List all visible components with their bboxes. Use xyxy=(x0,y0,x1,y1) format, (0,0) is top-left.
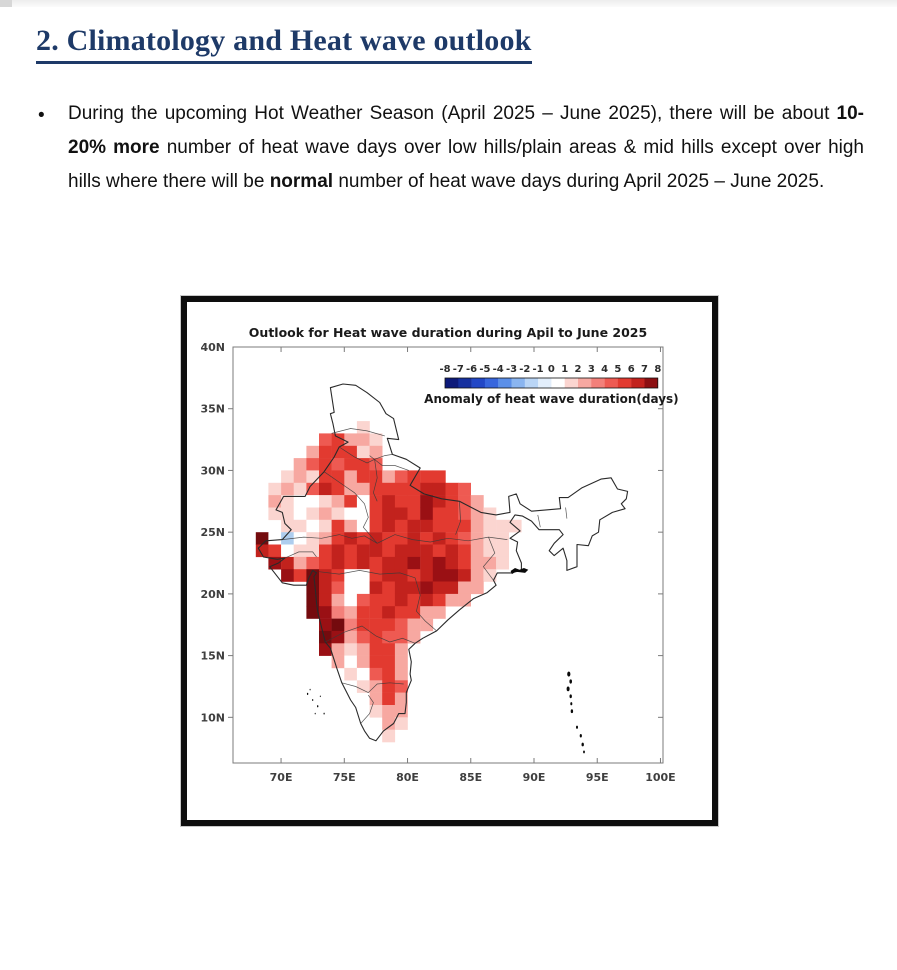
bullet-bold-1: 10-20% more xyxy=(68,103,864,158)
y-tick-label: 35N xyxy=(200,402,225,416)
y-tick-label: 15N xyxy=(200,649,225,663)
y-tick-label: 30N xyxy=(200,464,225,478)
y-tick-label: 40N xyxy=(200,341,225,354)
colorbar-tick-label: 2 xyxy=(574,364,582,375)
anomaly-grid-cells xyxy=(256,421,522,742)
colorbar-tick-label: 6 xyxy=(627,364,635,375)
x-tick-label: 90E xyxy=(522,771,546,784)
colorbar-tick-label: 5 xyxy=(614,364,622,375)
scan-corner-artifact xyxy=(0,0,12,7)
colorbar-legend xyxy=(424,364,678,406)
colorbar-tick-label: -6 xyxy=(466,364,478,375)
section-heading: 2. Climatology and Heat wave outlook xyxy=(36,24,532,64)
map-title: Outlook for Heat wave duration during Apil to June 2025 xyxy=(248,325,648,340)
y-tick-label: 10N xyxy=(200,711,225,725)
x-tick-label: 80E xyxy=(396,771,419,784)
colorbar-tick-label: -8 xyxy=(439,364,451,375)
bullet-marker: • xyxy=(38,105,45,126)
colorbar-tick-label: -5 xyxy=(479,364,491,375)
bullet-paragraph xyxy=(68,97,864,199)
bullet-text-2: number of heat wave days over low hills/plain areas & mid hills except over high hills where there will be xyxy=(68,137,864,192)
colorbar-tick-label: -4 xyxy=(492,364,504,375)
bullet-text-3: number of heat wave days during April 2025 – June 2025. xyxy=(333,171,825,192)
colorbar-tick-label: 1 xyxy=(561,364,569,375)
india-heatwave-map xyxy=(187,302,712,820)
bullet-text-1: During the upcoming Hot Weather Season (April 2025 – June 2025), there will be about xyxy=(68,103,837,124)
y-tick-label: 25N xyxy=(200,526,225,540)
colorbar-tick-label: -2 xyxy=(519,364,531,375)
scan-edge-artifact xyxy=(0,0,897,7)
x-tick-label: 75E xyxy=(332,771,356,784)
colorbar-tick-label: -3 xyxy=(505,364,518,375)
colorbar-tick-label: 8 xyxy=(654,364,662,375)
colorbar-tick-label: -7 xyxy=(452,364,464,375)
x-tick-label: 95E xyxy=(585,771,609,784)
colorbar-tick-label: -1 xyxy=(532,364,544,375)
x-tick-label: 85E xyxy=(459,771,483,784)
colorbar-tick-label: 0 xyxy=(547,364,555,375)
colorbar-tick-label: 3 xyxy=(587,364,595,375)
y-tick-label: 20N xyxy=(200,587,225,601)
colorbar-tick-label: 4 xyxy=(601,364,609,375)
heatwave-outlook-figure xyxy=(181,296,718,826)
bullet-item xyxy=(38,97,864,199)
colorbar-tick-label: 7 xyxy=(641,364,648,375)
x-tick-label: 100E xyxy=(645,771,676,784)
bullet-bold-2: normal xyxy=(269,171,334,192)
x-tick-label: 70E xyxy=(269,771,293,784)
colorbar-caption: Anomaly of heat wave duration(days) xyxy=(424,392,679,406)
